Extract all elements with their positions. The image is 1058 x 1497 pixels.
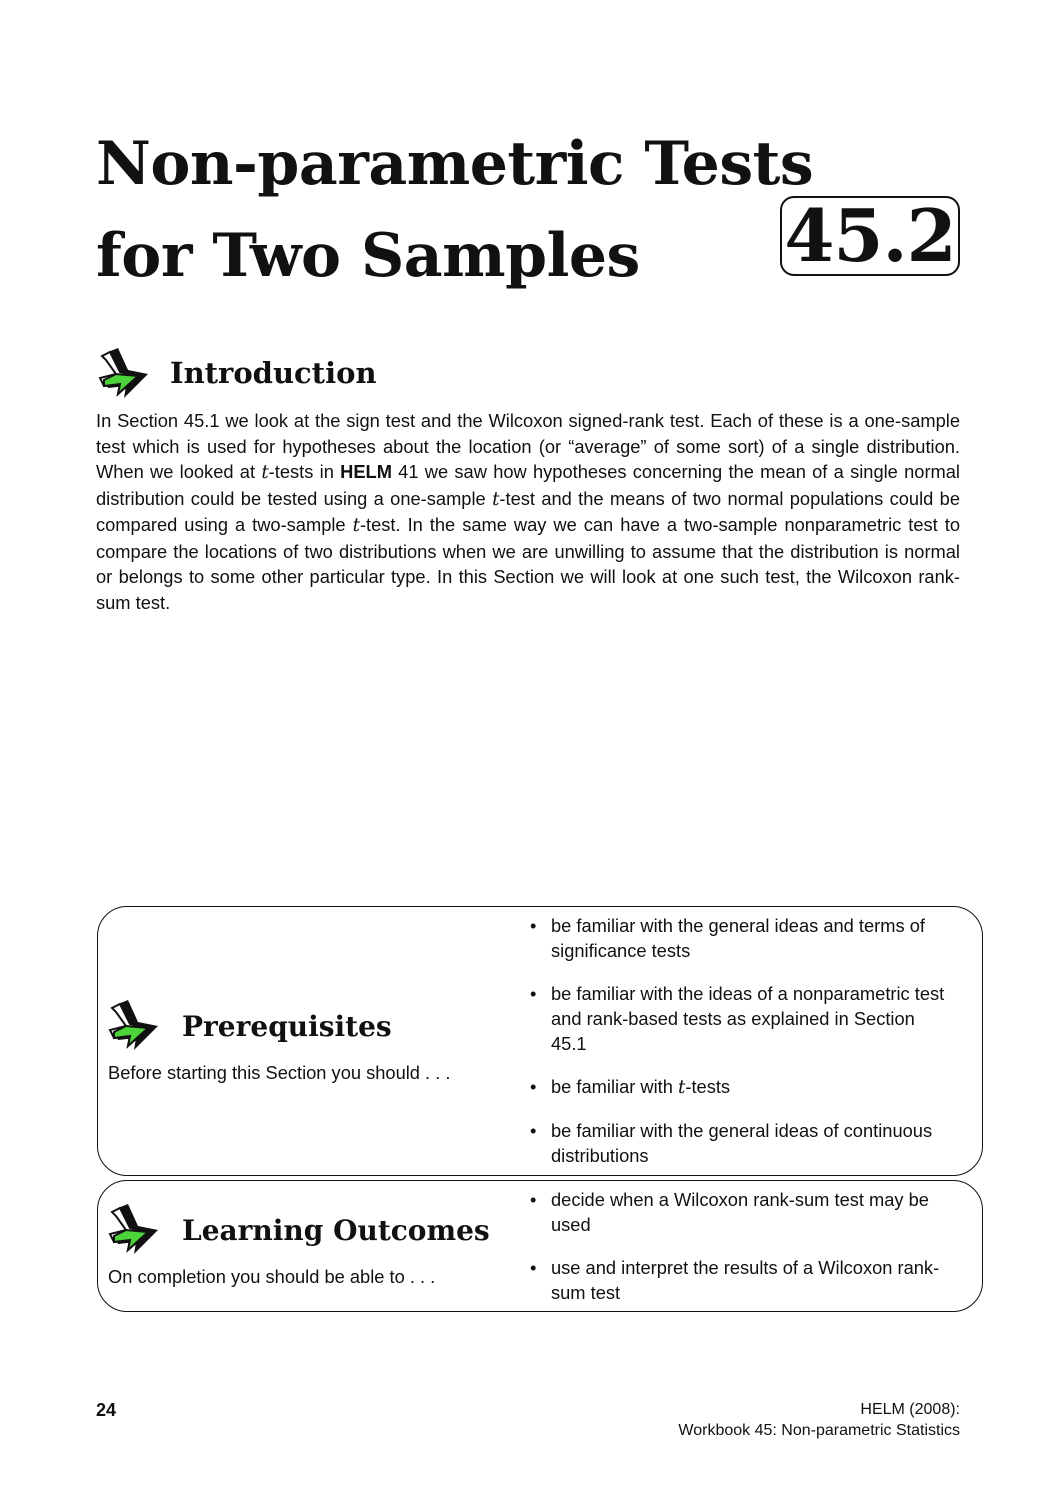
- arrow-icon: [96, 346, 152, 402]
- arrow-icon: [106, 998, 162, 1054]
- prerequisites-list: [528, 913, 948, 1186]
- helm-label: HELM: [340, 461, 392, 482]
- learning-outcomes-subheading: On completion you should be able to . . .: [108, 1266, 436, 1287]
- arrow-icon: [106, 1202, 162, 1258]
- footer-source: HELM (2008):: [860, 1401, 960, 1418]
- list-item: • be familiar with the ideas of a nonparametric test and rank-based tests as explained in Section 45.1: [528, 981, 948, 1056]
- learning-outcomes-heading: Learning Outcomes: [182, 1214, 490, 1247]
- title-line-1: Non-parametric Tests: [96, 129, 814, 199]
- introduction-heading: Introduction: [170, 356, 377, 390]
- prerequisites-subheading: Before starting this Section you should . . .: [108, 1062, 451, 1083]
- section-number-badge: 45.2: [780, 196, 960, 276]
- introduction-text: In Section 45.1 we look at the sign test and the Wilcoxon signed-rank test. Each of these is a one-sample test which is used for hypotheses about the location (or “average” of some sort) of a single distribution. When we looked at t-tests in HELM 41 we saw how hypotheses concerning the mean of a single normal distribution could be tested using a one-sample t-test and the means of two normal populations could be compared using a two-sample t-test. In the same way we can have a two-sample nonparametric test to compare the locations of two distributions when we are unwilling to assume that the distribution is normal or belongs to some other particular type. In this Section we will look at one such test, the Wilcoxon rank-sum test.: [96, 410, 960, 613]
- list-item: • be familiar with t-tests: [528, 1074, 948, 1100]
- page-number: 24: [96, 1400, 117, 1420]
- title-line-2: for Two Samples: [96, 221, 640, 291]
- list-item: • be familiar with the general ideas and terms of significance tests: [528, 913, 948, 963]
- list-item: • decide when a Wilcoxon rank-sum test may be used: [528, 1187, 948, 1237]
- prerequisites-heading: Prerequisites: [182, 1010, 392, 1043]
- page-title: [96, 118, 813, 302]
- list-item: • be familiar with the general ideas of continuous distributions: [528, 1118, 948, 1168]
- footer-workbook: Workbook 45: Non-parametric Statistics: [678, 1422, 960, 1439]
- learning-outcomes-list: [528, 1187, 948, 1323]
- list-item: • use and interpret the results of a Wilcoxon rank-sum test: [528, 1255, 948, 1305]
